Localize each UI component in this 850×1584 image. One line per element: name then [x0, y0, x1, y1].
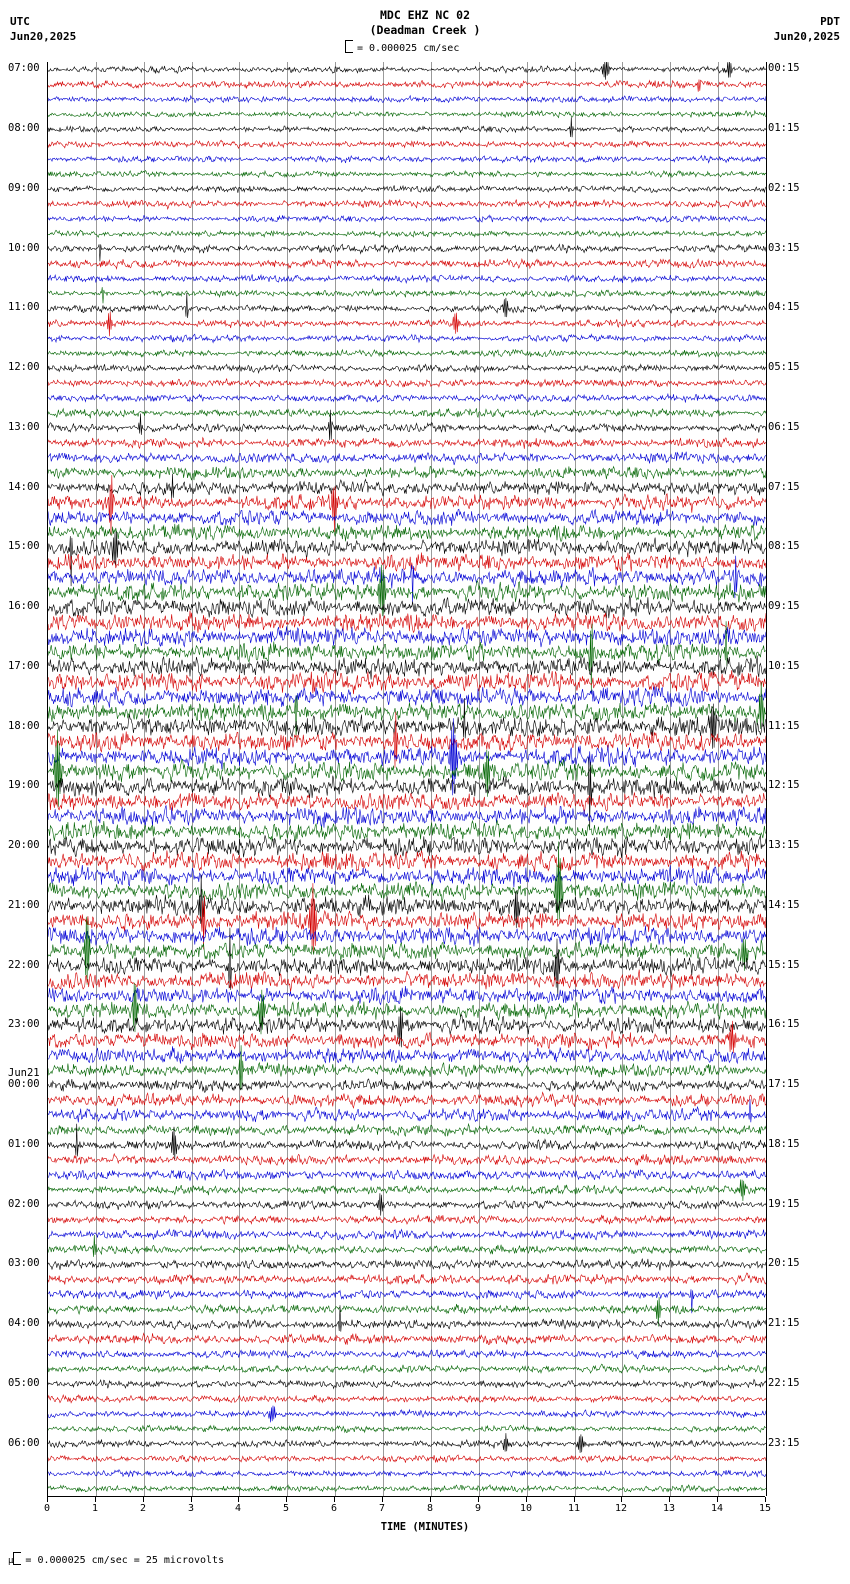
trace-line: [48, 1259, 766, 1271]
x-tick-label: 8: [426, 1503, 434, 1514]
trace-line: [48, 185, 766, 192]
pdt-time-label: 21:15: [768, 1317, 800, 1330]
utc-time-label: 07:00: [8, 62, 40, 75]
trace-line: [48, 274, 766, 283]
x-tick-label: 7: [378, 1503, 386, 1514]
trace-line: [48, 1395, 766, 1403]
pdt-time-label: 19:15: [768, 1197, 800, 1210]
trace-line: [48, 509, 766, 526]
utc-time-label: 03:00: [8, 1257, 40, 1270]
pdt-time-label: 10:15: [768, 659, 800, 672]
trace-line: [48, 171, 766, 178]
utc-time-label: 20:00: [8, 839, 40, 852]
pdt-time-label: 20:15: [768, 1257, 800, 1270]
trace-line: [48, 553, 766, 572]
trace-line: [48, 80, 766, 92]
trace-line: [48, 438, 766, 449]
trace-line: [48, 1092, 766, 1108]
pdt-time-label: 05:15: [768, 361, 800, 374]
pdt-time-label: 08:15: [768, 540, 800, 553]
utc-time-label: 15:00: [8, 540, 40, 553]
x-tick-label: 5: [282, 1503, 290, 1514]
trace-line: [48, 611, 766, 633]
x-tick: [430, 1497, 431, 1502]
pdt-time-label: 22:15: [768, 1376, 800, 1389]
pdt-time-label: 00:15: [768, 62, 800, 75]
x-tick-label: 0: [43, 1503, 51, 1514]
trace-line: [48, 1425, 766, 1432]
trace-line: [48, 1470, 766, 1477]
x-tick: [765, 1497, 766, 1502]
x-tick: [382, 1497, 383, 1502]
utc-time-label: 04:00: [8, 1317, 40, 1330]
x-tick-label: 13: [662, 1503, 676, 1514]
trace-line: [48, 96, 766, 103]
trace-line: [48, 1273, 766, 1285]
station-subtitle: (Deadman Creek ): [369, 23, 481, 37]
pdt-time-label: 04:15: [768, 301, 800, 314]
trace-line: [48, 408, 766, 418]
pdt-time-label: 12:15: [768, 779, 800, 792]
pdt-time-label: 06:15: [768, 420, 800, 433]
pdt-time-label: 03:15: [768, 241, 800, 254]
day-marker-label: Jun21: [8, 1067, 40, 1080]
utc-time-label: 10:00: [8, 241, 40, 254]
trace-line: [48, 986, 766, 1005]
page-title: MDC EHZ NC 02: [379, 8, 470, 22]
pdt-time-label: 14:15: [768, 898, 800, 911]
trace-line: [48, 474, 766, 499]
x-tick-label: 15: [758, 1503, 772, 1514]
pdt-time-label: 17:15: [768, 1078, 800, 1091]
x-tick: [143, 1497, 144, 1502]
trace-line: [48, 523, 766, 541]
trace-line: [48, 820, 766, 842]
trace-line: [48, 259, 766, 269]
x-tick: [574, 1497, 575, 1502]
trace-line: [48, 1364, 766, 1373]
utc-time-label: 23:00: [8, 1018, 40, 1031]
trace-line: [48, 312, 766, 337]
x-tick: [621, 1497, 622, 1502]
utc-time-label: 19:00: [8, 779, 40, 792]
trace-line: [48, 925, 766, 947]
x-tick-label: 1: [91, 1503, 99, 1514]
x-tick-label: 12: [614, 1503, 628, 1514]
seismogram-traces: [48, 62, 766, 1496]
trace-line: [48, 1124, 766, 1136]
pdt-header: [774, 14, 840, 44]
x-tick-label: 4: [234, 1503, 242, 1514]
trace-line: [48, 687, 766, 708]
utc-time-label: 22:00: [8, 958, 40, 971]
trace-line: [48, 156, 766, 163]
utc-time-label: 17:00: [8, 659, 40, 672]
utc-time-label: 12:00: [8, 361, 40, 374]
pdt-date: Jun20,2025: [773, 30, 840, 43]
trace-line: [48, 62, 766, 80]
utc-time-label: 08:00: [8, 122, 40, 135]
pdt-time-label: 13:15: [768, 839, 800, 852]
trace-line: [48, 875, 766, 928]
helicorder-plot: [47, 62, 767, 1496]
x-tick: [478, 1497, 479, 1502]
trace-line: [48, 698, 766, 748]
trace-line: [48, 883, 766, 952]
utc-time-label: 09:00: [8, 181, 40, 194]
footer-scale-bar-icon: [13, 1552, 21, 1565]
trace-line: [48, 111, 766, 118]
trace-line: [48, 1046, 766, 1063]
utc-time-label: 06:00: [8, 1436, 40, 1449]
trace-line: [48, 1433, 766, 1453]
scale-note: [345, 40, 459, 54]
utc-time-label: 16:00: [8, 600, 40, 613]
trace-line: [48, 293, 766, 318]
pdt-time-label: 09:15: [768, 600, 800, 613]
utc-time-label: 02:00: [8, 1197, 40, 1210]
pdt-label: PDT: [820, 15, 840, 28]
trace-line: [48, 452, 766, 465]
trace-line: [48, 1170, 766, 1181]
trace-line: [48, 140, 766, 148]
pdt-time-label: 15:15: [768, 958, 800, 971]
utc-time-label: 21:00: [8, 898, 40, 911]
trace-line: [48, 1229, 766, 1239]
x-axis-label: TIME (MINUTES): [380, 1521, 470, 1533]
trace-line: [48, 1079, 766, 1092]
trace-line: [48, 1380, 766, 1389]
trace-line: [48, 718, 766, 795]
trace-line: [48, 364, 766, 373]
trace-line: [48, 835, 766, 858]
x-tick-label: 9: [474, 1503, 482, 1514]
x-tick: [669, 1497, 670, 1502]
trace-line: [48, 1289, 766, 1313]
x-tick: [526, 1497, 527, 1502]
utc-time-label: 13:00: [8, 420, 40, 433]
pdt-time-label: 23:15: [768, 1436, 800, 1449]
scale-note-text: = 0.000025 cm/sec: [357, 43, 460, 54]
pdt-time-label: 01:15: [768, 122, 800, 135]
trace-line: [48, 1406, 766, 1423]
x-tick: [334, 1497, 335, 1502]
trace-line: [48, 621, 766, 692]
x-tick: [717, 1497, 718, 1502]
trace-line: [48, 805, 766, 828]
trace-line: [48, 350, 766, 357]
trace-line: [48, 334, 766, 342]
pdt-time-label: 18:15: [768, 1137, 800, 1150]
trace-line: [48, 1350, 766, 1359]
utc-time-label: 01:00: [8, 1137, 40, 1150]
x-tick-label: 3: [187, 1503, 195, 1514]
x-tick: [95, 1497, 96, 1502]
pdt-time-label: 02:15: [768, 181, 800, 194]
trace-line: [48, 394, 766, 403]
trace-line: [48, 117, 766, 137]
x-tick-label: 10: [519, 1503, 533, 1514]
utc-time-label: 11:00: [8, 301, 40, 314]
trace-line: [48, 865, 766, 887]
trace-line: [48, 1215, 766, 1225]
utc-time-label: 14:00: [8, 480, 40, 493]
pdt-time-label: 07:15: [768, 480, 800, 493]
x-axis: [47, 1496, 765, 1497]
scale-bar-icon: [345, 40, 353, 53]
trace-line: [48, 230, 766, 237]
trace-line: [48, 730, 766, 807]
trace-line: [48, 1235, 766, 1257]
trace-line: [48, 244, 766, 261]
utc-time-label: 05:00: [8, 1376, 40, 1389]
x-tick: [191, 1497, 192, 1502]
x-tick-label: 6: [330, 1503, 338, 1514]
trace-line: [48, 1180, 766, 1202]
trace-line: [48, 379, 766, 387]
x-tick-label: 14: [710, 1503, 724, 1514]
station-header: [0, 8, 850, 38]
trace-line: [48, 595, 766, 618]
trace-line: [48, 466, 766, 480]
trace-line: [48, 1485, 766, 1492]
trace-line: [48, 287, 766, 303]
trace-line: [48, 215, 766, 222]
chart-header: [0, 0, 850, 56]
footer-note: [8, 1552, 224, 1566]
utc-label: UTC: [10, 15, 30, 28]
x-tick-label: 2: [139, 1503, 147, 1514]
micro-symbol: µ: [8, 1556, 14, 1566]
trace-line: [48, 626, 766, 647]
pdt-time-label: 11:15: [768, 719, 800, 732]
x-tick: [238, 1497, 239, 1502]
trace-line: [48, 1333, 766, 1344]
trace-line: [48, 792, 766, 814]
trace-line: [48, 1193, 766, 1215]
pdt-time-label: 16:15: [768, 1018, 800, 1031]
trace-line: [48, 1154, 766, 1165]
trace-line: [48, 1455, 766, 1463]
trace-line: [48, 656, 766, 680]
utc-date: Jun20,2025: [10, 30, 77, 43]
x-tick: [47, 1497, 48, 1502]
utc-time-label: 18:00: [8, 719, 40, 732]
x-tick-label: 11: [567, 1503, 581, 1514]
trace-line: [48, 200, 766, 210]
x-tick: [286, 1497, 287, 1502]
footer-text: = 0.000025 cm/sec = 25 microvolts: [25, 1555, 225, 1566]
utc-time-label: 00:00: [8, 1078, 40, 1091]
